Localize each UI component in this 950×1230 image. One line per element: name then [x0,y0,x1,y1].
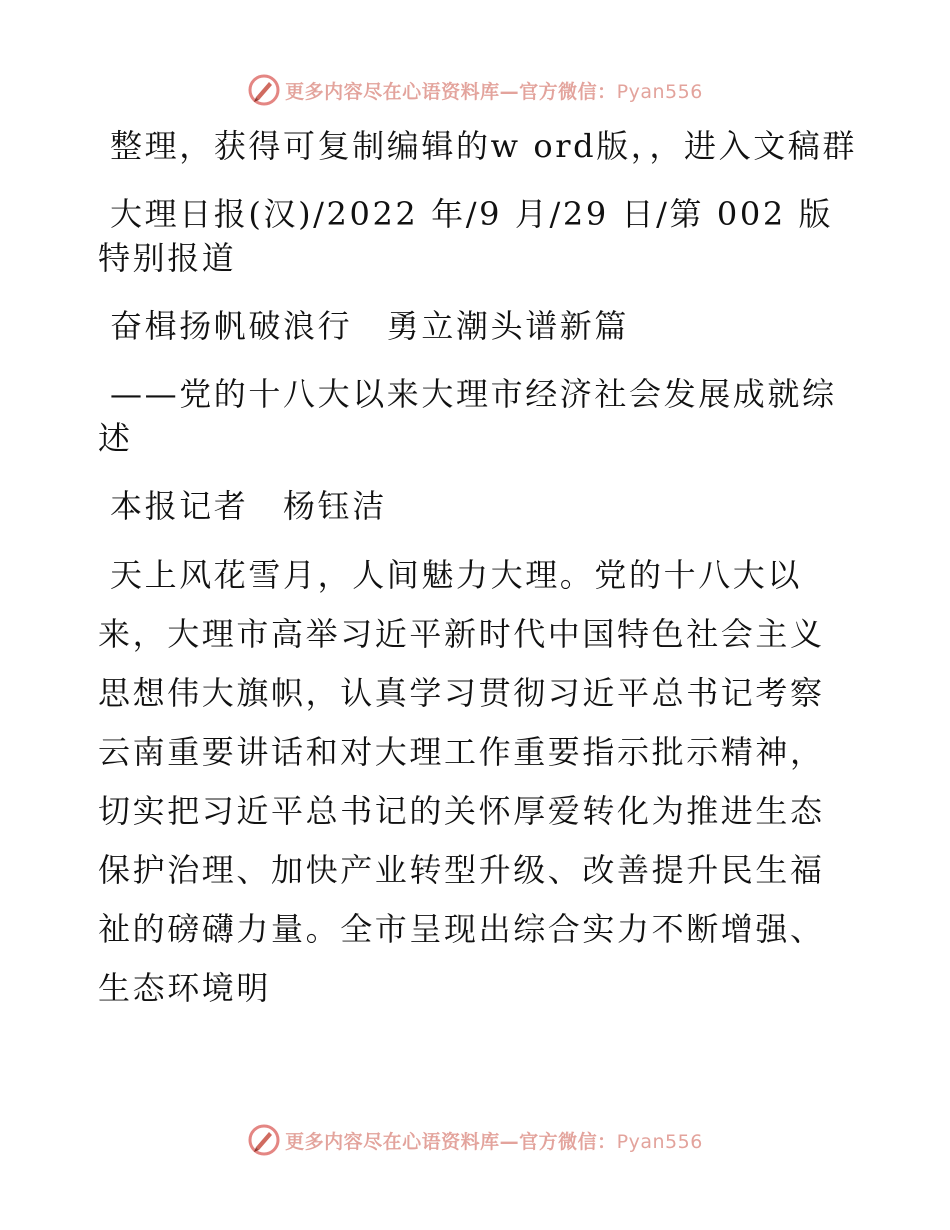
header-watermark [0,72,950,108]
watermark-wechat-id: Pyan556 [616,80,703,103]
watermark-wechat-id: Pyan556 [616,1130,703,1153]
body-paragraph: 天上风花雪月，人间魅力大理。党的十八大以来，大理市高举习近平新时代中国特色社会主义思想伟大旗帜，认真学习贯彻习近平总书记考察云南重要讲话和对大理工作重要指示批示精神，切实把习近平总书记的关怀厚爱转化为推进生态保护治理、加快产业转型升级、改善提升民生福祉的磅礴力量。全市呈现出综合实力不断增强、生态环境明 [98,556,825,1007]
headline: 奋楫扬帆破浪行 勇立潮头谱新篇 [110,307,630,345]
byline: 本报记者 杨钰洁 [110,487,387,525]
source-line: 大理日报(汉)/2022 年/9 月/29 日/第 002 版特别报道 [98,195,834,277]
footer-watermark [0,1122,950,1158]
pen-logo-icon [247,1123,281,1157]
document-body [98,124,858,1042]
pen-logo-icon [247,73,281,107]
watermark-text: 更多内容尽在心语资料库—官方微信：Pyan556 [285,1130,703,1153]
watermark-text: 更多内容尽在心语资料库—官方微信：Pyan556 [285,80,703,103]
intro-paragraph: 整理，获得可复制编辑的w ord版，，进入文稿群 [110,127,858,165]
subheadline: ——党的十八大以来大理市经济社会发展成就综述 [98,375,837,457]
